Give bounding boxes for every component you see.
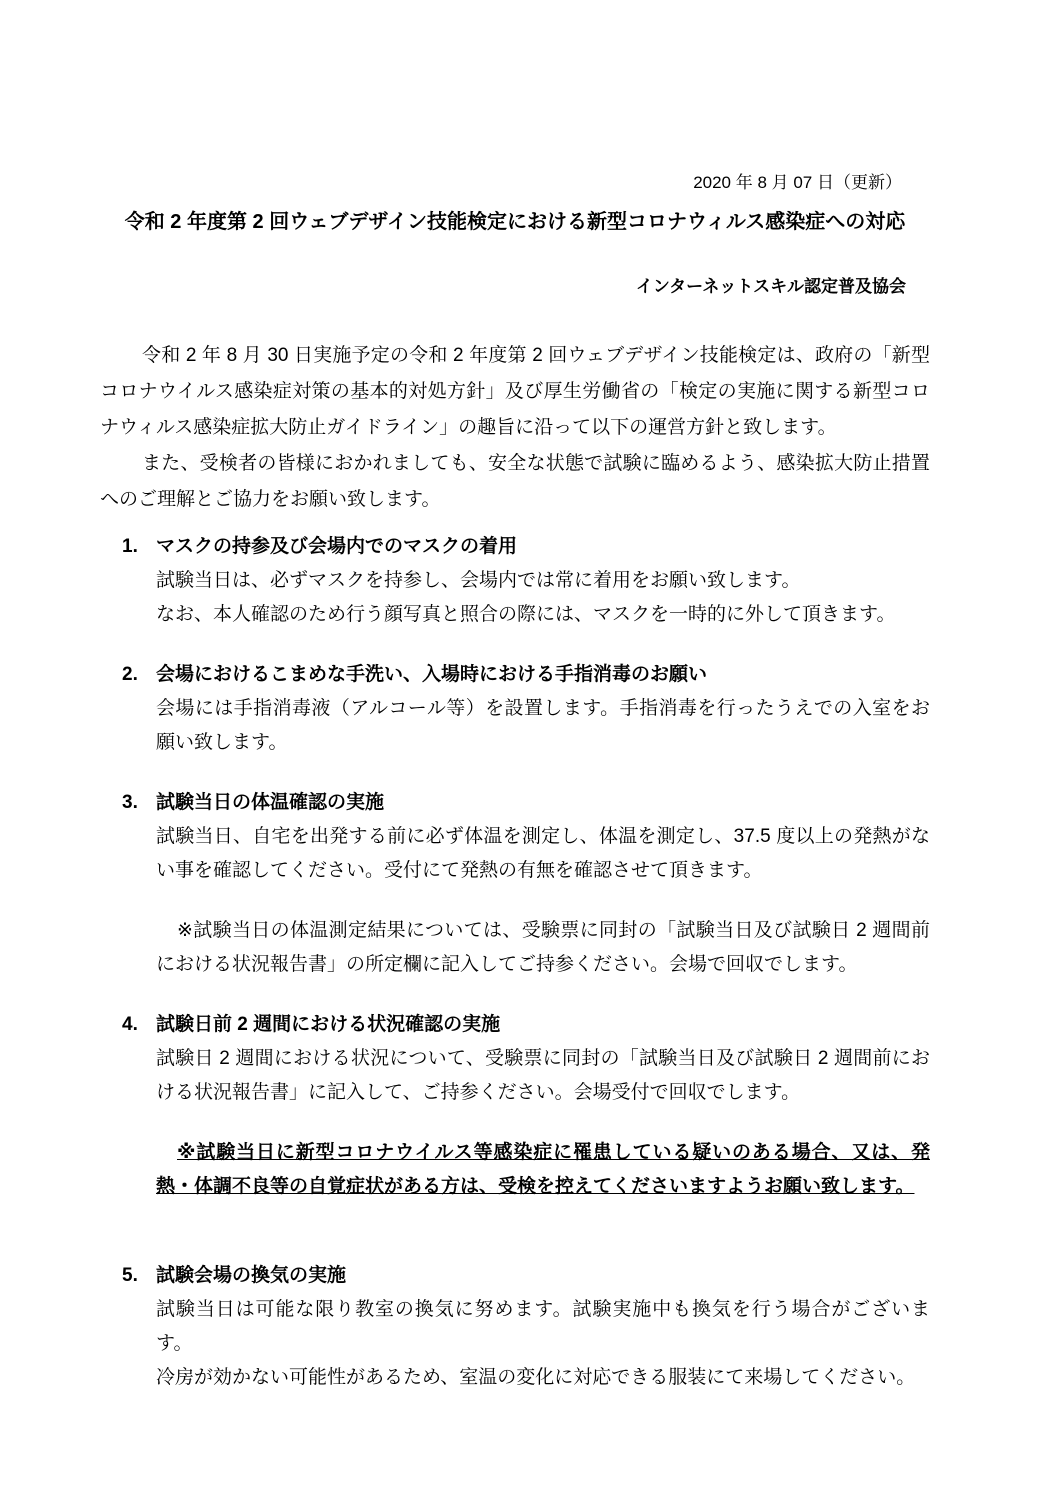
item-heading: 試験会場の換気の実施 — [156, 1265, 347, 1286]
intro-paragraph: また、受検者の皆様におかれましても、安全な状態で試験に臨めるよう、感染拡大防止措置へのご理解とご協力をお願い致します。 — [100, 453, 930, 510]
list-item-4 — [100, 1008, 930, 1204]
intro-paragraph: 令和 2 年 8 月 30 日実施予定の令和 2 年度第 2 回ウェブデザイン技能検定は、政府の「新型コロナウイルス感染症対策の基本的対処方針」及び厚生労働省の「検定の実施に関する新型コロナウィルス感染症拡大防止ガイドライン」の趣旨に沿って以下の運営方針と致します。 — [100, 345, 930, 438]
item-text: なお、本人確認のため行う顔写真と照合の際には、マスクを一時的に外して頂きます。 — [156, 604, 896, 625]
item-body — [156, 530, 930, 632]
numbered-list — [100, 530, 930, 1395]
item-heading: マスクの持参及び会場内でのマスクの着用 — [156, 536, 518, 557]
item-note: ※試験当日の体温測定結果については、受験票に同封の「試験当日及び試験日 2 週間前における状況報告書」の所定欄に記入してご持参ください。会場で回収でします。 — [156, 920, 930, 975]
item-number: 4. — [122, 1014, 138, 1035]
item-heading: 会場におけるこまめな手洗い、入場時における手指消毒のお願い — [156, 664, 708, 685]
item-body — [156, 786, 930, 982]
list-item-2 — [100, 658, 930, 760]
item-body — [156, 1259, 930, 1395]
item-heading: 試験日前 2 週間における状況確認の実施 — [156, 1014, 501, 1035]
item-text: 試験当日は可能な限り教室の換気に努めます。試験実施中も換気を行う場合がございます。 — [156, 1299, 930, 1354]
document-title: 令和 2 年度第 2 回ウェブデザイン技能検定における新型コロナウィルス感染症への対応 — [124, 211, 906, 233]
item-number: 3. — [122, 792, 138, 813]
organization-name: インターネットスキル認定普及協会 — [635, 277, 906, 296]
item-number: 2. — [122, 664, 138, 685]
item-number: 5. — [122, 1265, 138, 1286]
item-body — [156, 1008, 930, 1204]
list-item-1 — [100, 530, 930, 632]
item-text: 冷房が効かない可能性があるため、室温の変化に対応できる服装にて来場してください。 — [156, 1367, 916, 1388]
intro-section — [100, 338, 930, 518]
item-text: 試験日 2 週間における状況について、受験票に同封の「試験当日及び試験日 2 週間前における状況報告書」に記入して、ご持参ください。会場受付で回収でします。 — [156, 1048, 930, 1103]
item-heading: 試験当日の体温確認の実施 — [156, 792, 385, 813]
item-body — [156, 658, 930, 760]
list-item-3 — [100, 786, 930, 982]
item-number: 1. — [122, 536, 138, 557]
item-note-emphasized: ※試験当日に新型コロナウイルス等感染症に罹患している疑いのある場合、又は、発熱・体調不良等の自覚症状がある方は、受検を控えてくださいますようお願い致します。 — [156, 1142, 930, 1197]
item-text: 試験当日は、必ずマスクを持参し、会場内では常に着用をお願い致します。 — [156, 570, 801, 591]
item-text: 試験当日、自宅を出発する前に必ず体温を測定し、体温を測定し、37.5 度以上の発熱がない事を確認してください。受付にて発熱の有無を確認させて頂きます。 — [156, 826, 930, 881]
item-text: 会場には手指消毒液（アルコール等）を設置します。手指消毒を行ったうえでの入室をお願い致します。 — [156, 698, 930, 753]
list-item-5 — [100, 1259, 930, 1395]
update-date: 2020 年 8 月 07 日（更新） — [693, 173, 902, 192]
